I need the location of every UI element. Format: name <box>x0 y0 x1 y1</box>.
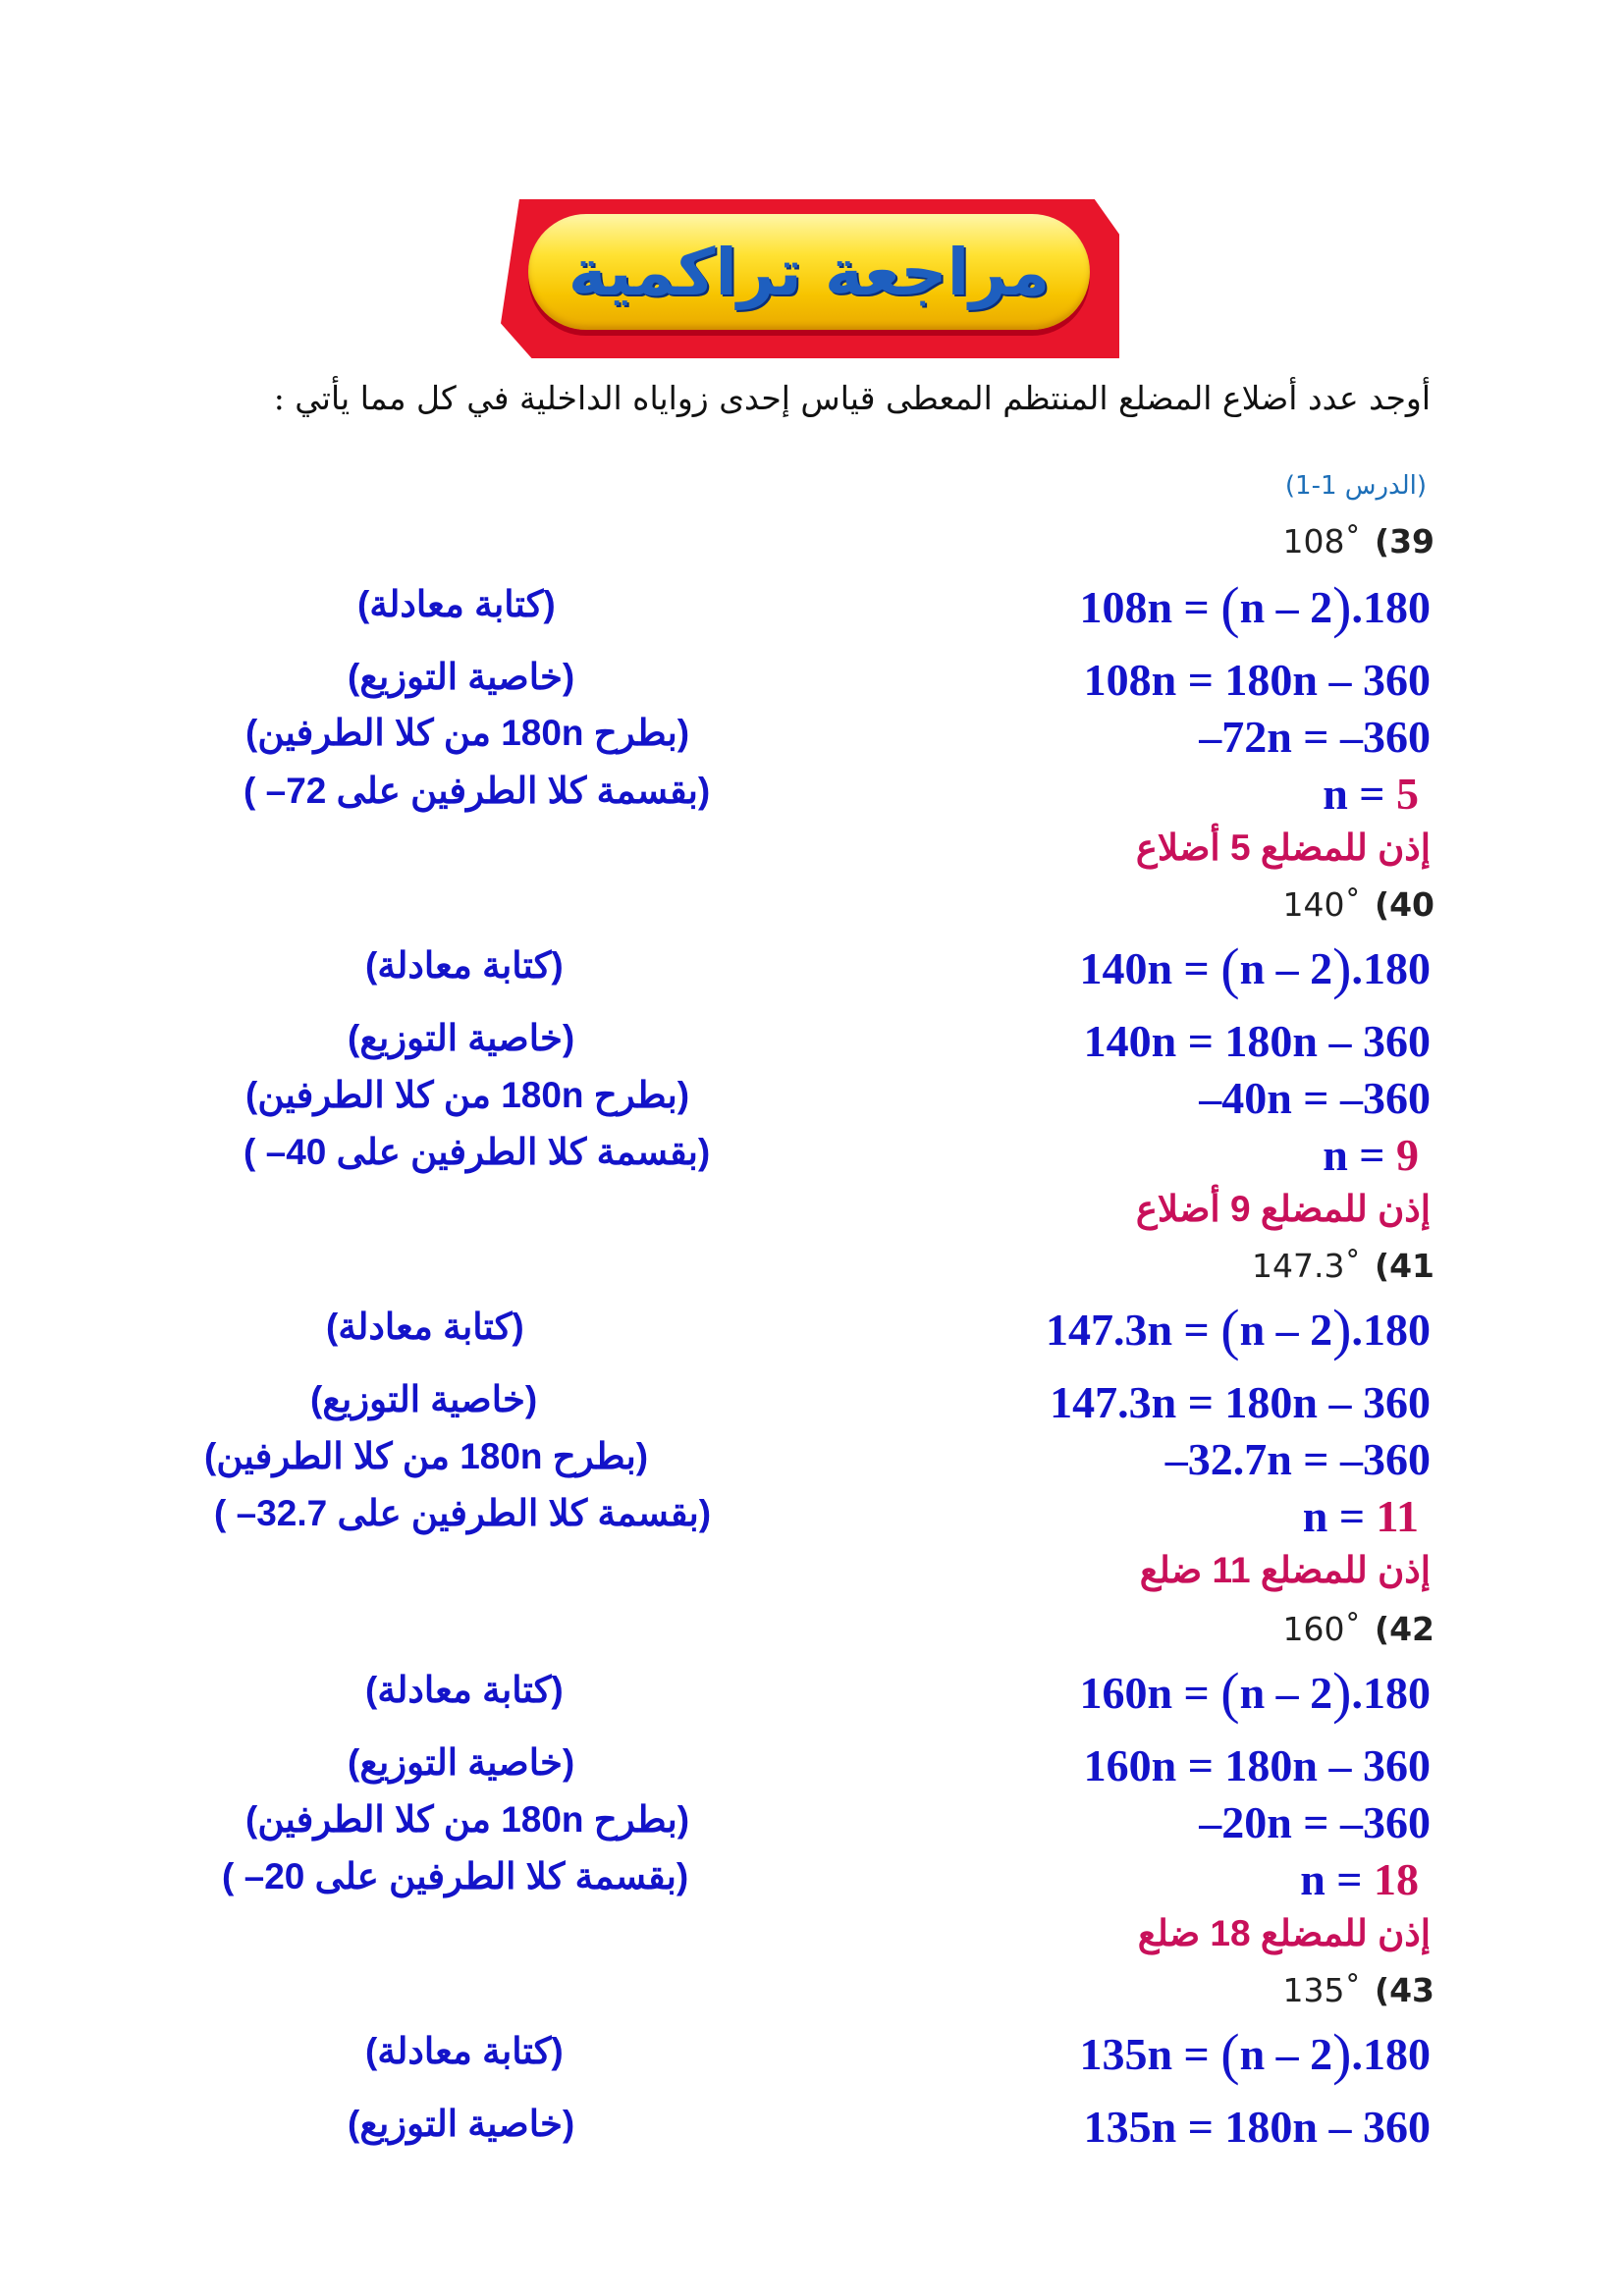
eq-close-paren: ) <box>1332 936 1352 1000</box>
equation-setup <box>1079 1661 1431 1725</box>
note-divide: (بقسمة كلا الطرفين على 32.7– ) <box>214 1493 712 1533</box>
eq-close-paren: ) <box>1332 1298 1352 1362</box>
note-write-equation: (كتابة معادلة) <box>326 1307 524 1347</box>
equation-setup <box>1079 575 1431 639</box>
conclusion-text: إذن للمضلع 9 أضلاع <box>1135 1189 1431 1229</box>
eq-equals: = <box>1183 2029 1221 2079</box>
equation-subtract: –32.7n = –360 <box>1164 1434 1431 1484</box>
eq-inner: n – 2 <box>1239 1305 1333 1355</box>
equation-distribute: 140n = 180n – 360 <box>1083 1016 1431 1066</box>
eq-lhs: 140n <box>1079 943 1173 993</box>
equation-setup <box>1045 1298 1431 1362</box>
eq-lhs: 147.3n <box>1045 1305 1173 1355</box>
eq-rhs: .180 <box>1351 1305 1431 1355</box>
note-distributive: (خاصية التوزيع) <box>310 1379 538 1419</box>
problem-number-row <box>1282 885 1434 924</box>
equation-distribute: 160n = 180n – 360 <box>1083 1740 1431 1790</box>
page-title: مراجعة تراكمية <box>568 234 1051 310</box>
problem-number: (42 <box>1374 1610 1434 1648</box>
note-subtract: (بطرح 180n من كلا الطرفين) <box>204 1436 649 1476</box>
note-divide: (بقسمة كلا الطرفين على 20– ) <box>222 1856 689 1896</box>
problem-number-row <box>1282 1971 1434 2009</box>
problem-number: (43 <box>1374 1971 1434 2009</box>
eq-rhs: .180 <box>1351 2029 1431 2079</box>
equation-subtract: –20n = –360 <box>1199 1797 1431 1847</box>
eq-close-paren: ) <box>1332 575 1352 639</box>
problem-angle: 140˚ <box>1282 885 1361 924</box>
equation-setup <box>1079 936 1431 1000</box>
eq-inner: n – 2 <box>1239 1668 1333 1718</box>
problem-angle: 147.3˚ <box>1252 1247 1361 1285</box>
eq-equals: = <box>1183 582 1221 632</box>
eq-open-paren: ( <box>1220 1298 1240 1362</box>
eq-open-paren: ( <box>1220 1661 1240 1725</box>
eq-equals: = <box>1183 1305 1221 1355</box>
equation-solution <box>1300 1853 1419 1905</box>
note-write-equation: (كتابة معادلة) <box>357 584 556 624</box>
conclusion-text: إذن للمضلع 18 ضلع <box>1137 1913 1431 1953</box>
eq-rhs: .180 <box>1351 582 1431 632</box>
problem-number-row <box>1252 1247 1434 1285</box>
eq-close-paren: ) <box>1332 2022 1352 2086</box>
n-value: 9 <box>1396 1130 1419 1180</box>
problem-angle: 160˚ <box>1282 1610 1361 1648</box>
equation-distribute: 135n = 180n – 360 <box>1083 2102 1431 2152</box>
equation-distribute: 147.3n = 180n – 360 <box>1050 1377 1431 1427</box>
problem-number-row <box>1282 522 1434 561</box>
note-distributive: (خاصية التوزيع) <box>348 1018 575 1058</box>
note-subtract: (بطرح 180n من كلا الطرفين) <box>245 1799 690 1840</box>
note-write-equation: (كتابة معادلة) <box>365 1670 564 1710</box>
conclusion-text: إذن للمضلع 5 أضلاع <box>1135 828 1431 868</box>
eq-rhs: .180 <box>1351 1668 1431 1718</box>
note-distributive: (خاصية التوزيع) <box>348 2104 575 2144</box>
problem-number: (41 <box>1374 1247 1434 1285</box>
problem-number: (39 <box>1374 522 1434 561</box>
n-value: 5 <box>1396 769 1419 819</box>
eq-inner: n – 2 <box>1239 582 1333 632</box>
eq-open-paren: ( <box>1220 2022 1240 2086</box>
equation-setup <box>1079 2022 1431 2086</box>
eq-rhs: .180 <box>1351 943 1431 993</box>
n-value: 11 <box>1376 1491 1419 1541</box>
equation-subtract: –72n = –360 <box>1199 712 1431 762</box>
problem-number-row <box>1282 1610 1434 1648</box>
equation-solution <box>1323 768 1419 820</box>
note-divide: (بقسمة كلا الطرفين على 40– ) <box>243 1132 711 1172</box>
n-label: n = <box>1323 1130 1396 1180</box>
equation-solution <box>1323 1129 1419 1181</box>
note-write-equation: (كتابة معادلة) <box>365 2031 564 2071</box>
equation-subtract: –40n = –360 <box>1199 1073 1431 1123</box>
n-label: n = <box>1302 1491 1377 1541</box>
n-value: 18 <box>1374 1854 1419 1904</box>
eq-lhs: 160n <box>1079 1668 1173 1718</box>
n-label: n = <box>1323 769 1396 819</box>
n-label: n = <box>1300 1854 1374 1904</box>
eq-inner: n – 2 <box>1239 2029 1333 2079</box>
note-subtract: (بطرح 180n من كلا الطرفين) <box>245 713 690 753</box>
eq-equals: = <box>1183 1668 1221 1718</box>
eq-open-paren: ( <box>1220 936 1240 1000</box>
note-distributive: (خاصية التوزيع) <box>348 657 575 697</box>
note-divide: (بقسمة كلا الطرفين على 72– ) <box>243 771 711 811</box>
note-distributive: (خاصية التوزيع) <box>348 1742 575 1783</box>
conclusion-text: إذن للمضلع 11 ضلع <box>1139 1550 1431 1590</box>
eq-close-paren: ) <box>1332 1661 1352 1725</box>
equation-distribute: 108n = 180n – 360 <box>1083 655 1431 705</box>
eq-equals: = <box>1183 943 1221 993</box>
instruction-text: أوجد عدد أضلاع المضلع المنتظم المعطى قياس إحدى زواياه الداخلية في كل مما يأتي : <box>273 379 1431 417</box>
problem-angle: 108˚ <box>1282 522 1361 561</box>
note-write-equation: (كتابة معادلة) <box>365 945 564 986</box>
equation-solution <box>1303 1490 1419 1542</box>
eq-lhs: 108n <box>1079 582 1173 632</box>
problem-number: (40 <box>1374 885 1434 924</box>
eq-inner: n – 2 <box>1239 943 1333 993</box>
eq-lhs: 135n <box>1079 2029 1173 2079</box>
eq-open-paren: ( <box>1220 575 1240 639</box>
lesson-reference: (الدرس 1-1) <box>1284 471 1427 501</box>
problem-angle: 135˚ <box>1282 1971 1361 2009</box>
note-subtract: (بطرح 180n من كلا الطرفين) <box>245 1075 690 1115</box>
